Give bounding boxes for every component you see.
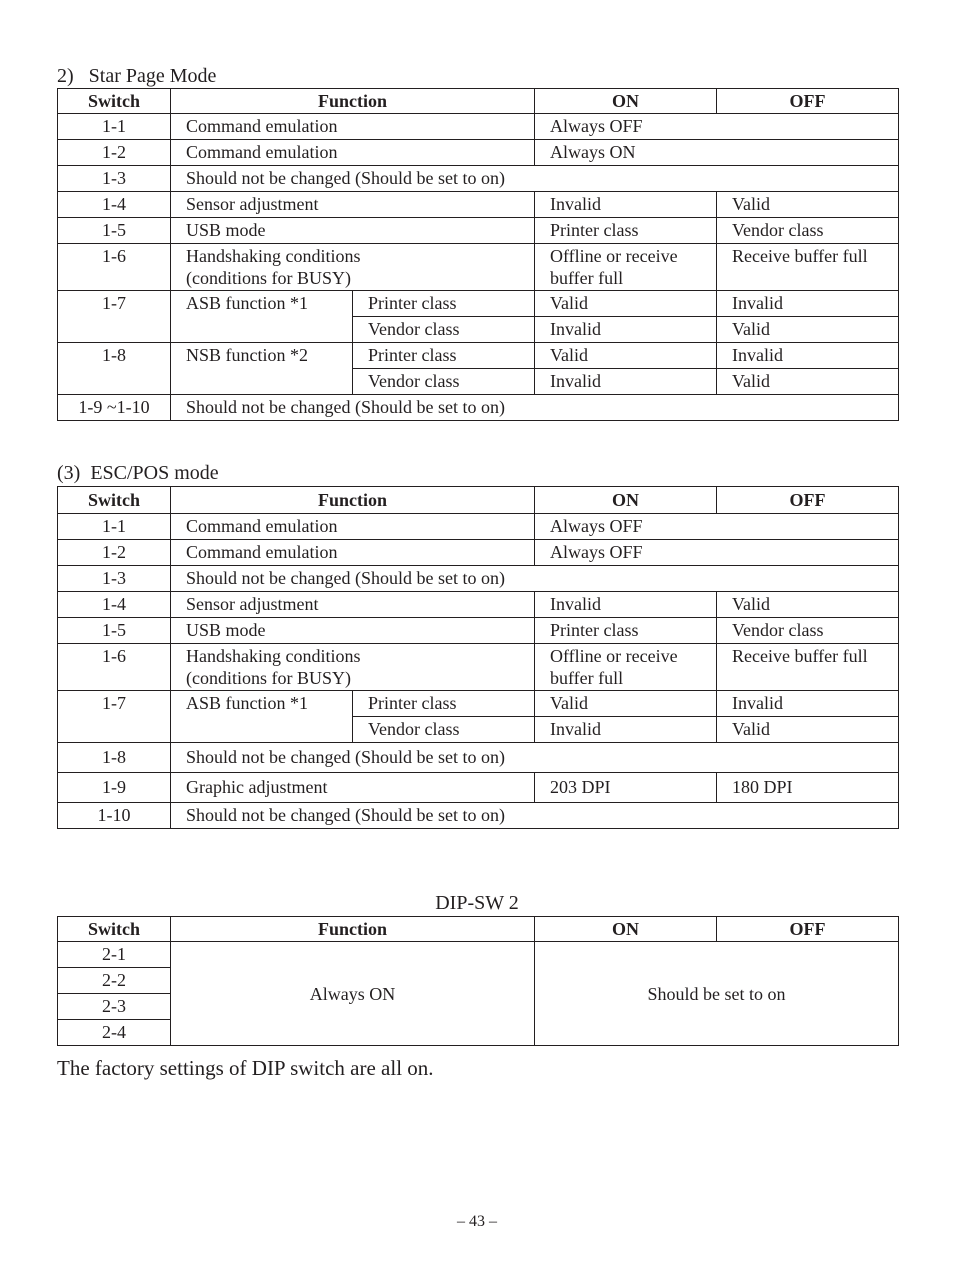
table-row bbox=[58, 743, 899, 773]
value-cell: Always OFF bbox=[535, 540, 899, 566]
switch-cell: 1-4 bbox=[58, 192, 171, 218]
on-cell: 203 DPI bbox=[535, 773, 717, 803]
function-cell: Should not be changed (Should be set to on) bbox=[171, 566, 899, 592]
header-function: Function bbox=[171, 917, 535, 942]
switch-cell: 1-5 bbox=[58, 218, 171, 244]
function-line: Handshaking conditions bbox=[186, 646, 361, 666]
off-cell: Valid bbox=[717, 717, 899, 743]
on-cell: Invalid bbox=[535, 717, 717, 743]
table-row bbox=[58, 218, 899, 244]
header-switch: Switch bbox=[58, 487, 171, 514]
function-line: (conditions for BUSY) bbox=[186, 668, 351, 688]
function-cell: Sensor adjustment bbox=[171, 192, 535, 218]
star-page-mode-table bbox=[57, 88, 899, 421]
page-number: – 43 – bbox=[457, 1213, 497, 1230]
star-page-mode-title: 2) Star Page Mode bbox=[57, 65, 217, 87]
off-cell: Vendor class bbox=[717, 618, 899, 644]
switch-cell: 1-4 bbox=[58, 592, 171, 618]
function-cell: Should not be changed (Should be set to on) bbox=[171, 395, 899, 421]
value-cell: Always OFF bbox=[535, 114, 899, 140]
dipsw2-table bbox=[57, 916, 899, 1046]
on-cell: Invalid bbox=[535, 369, 717, 395]
table-row bbox=[58, 773, 899, 803]
function-line: Handshaking conditions bbox=[186, 246, 361, 266]
on-line: buffer full bbox=[550, 668, 624, 688]
on-line: Offline or receive bbox=[550, 246, 678, 266]
table-row bbox=[58, 514, 899, 540]
on-cell bbox=[535, 244, 717, 291]
header-off: OFF bbox=[717, 487, 899, 514]
table-row bbox=[58, 691, 899, 717]
off-cell: 180 DPI bbox=[717, 773, 899, 803]
function-cell: Command emulation bbox=[171, 514, 535, 540]
function-cell: USB mode bbox=[171, 218, 535, 244]
function-cell: Sensor adjustment bbox=[171, 592, 535, 618]
switch-cell: 1-2 bbox=[58, 540, 171, 566]
switch-cell: 1-9 ~1-10 bbox=[58, 395, 171, 421]
header-function: Function bbox=[171, 487, 535, 514]
on-line: buffer full bbox=[550, 268, 624, 288]
on-cell: Invalid bbox=[535, 317, 717, 343]
header-on: ON bbox=[535, 487, 717, 514]
factory-settings-note: The factory settings of DIP switch are all on. bbox=[57, 1056, 434, 1080]
switch-cell: 1-10 bbox=[58, 803, 171, 829]
function-cell: Should not be changed (Should be set to on) bbox=[171, 803, 899, 829]
on-cell: Valid bbox=[535, 343, 717, 369]
table-row bbox=[58, 942, 899, 968]
switch-cell: 1-7 bbox=[58, 691, 171, 743]
header-off: OFF bbox=[717, 89, 899, 114]
function-cell bbox=[171, 644, 535, 691]
dipsw2-title: DIP-SW 2 bbox=[435, 892, 519, 914]
header-switch: Switch bbox=[58, 89, 171, 114]
function-line: (conditions for BUSY) bbox=[186, 268, 351, 288]
off-cell: Invalid bbox=[717, 691, 899, 717]
switch-cell: 2-1 bbox=[58, 942, 171, 968]
off-cell: Valid bbox=[717, 317, 899, 343]
sub-function-cell: Vendor class bbox=[353, 369, 535, 395]
table-row bbox=[58, 592, 899, 618]
header-function: Function bbox=[171, 89, 535, 114]
table-row bbox=[58, 803, 899, 829]
sub-function-cell: Vendor class bbox=[353, 717, 535, 743]
table-row bbox=[58, 343, 899, 369]
switch-cell: 1-5 bbox=[58, 618, 171, 644]
function-cell: Graphic adjustment bbox=[171, 773, 535, 803]
switch-cell: 2-2 bbox=[58, 968, 171, 994]
table-row bbox=[58, 192, 899, 218]
on-line: Offline or receive bbox=[550, 646, 678, 666]
sub-function-cell: Vendor class bbox=[353, 317, 535, 343]
switch-cell: 1-6 bbox=[58, 644, 171, 691]
off-cell: Vendor class bbox=[717, 218, 899, 244]
value-cell: Always ON bbox=[535, 140, 899, 166]
switch-cell: 1-2 bbox=[58, 140, 171, 166]
table-row bbox=[58, 166, 899, 192]
on-cell: Printer class bbox=[535, 218, 717, 244]
off-cell: Receive buffer full bbox=[717, 244, 899, 291]
switch-cell: 1-8 bbox=[58, 343, 171, 395]
function-cell: ASB function *1 bbox=[171, 691, 353, 743]
switch-cell: 1-3 bbox=[58, 166, 171, 192]
sub-function-cell: Printer class bbox=[353, 291, 535, 317]
switch-cell: 1-1 bbox=[58, 114, 171, 140]
off-cell: Invalid bbox=[717, 291, 899, 317]
sub-function-cell: Printer class bbox=[353, 691, 535, 717]
function-cell: Command emulation bbox=[171, 540, 535, 566]
switch-cell: 1-8 bbox=[58, 743, 171, 773]
value-cell: Always OFF bbox=[535, 514, 899, 540]
table-row bbox=[58, 291, 899, 317]
escpos-mode-table bbox=[57, 486, 899, 829]
table-row bbox=[58, 395, 899, 421]
switch-cell: 1-1 bbox=[58, 514, 171, 540]
on-cell: Valid bbox=[535, 691, 717, 717]
on-cell bbox=[535, 644, 717, 691]
table-row bbox=[58, 540, 899, 566]
switch-cell: 1-9 bbox=[58, 773, 171, 803]
header-off: OFF bbox=[717, 917, 899, 942]
off-cell: Valid bbox=[717, 592, 899, 618]
function-cell: Should not be changed (Should be set to on) bbox=[171, 166, 899, 192]
table-header-row bbox=[58, 89, 899, 114]
function-cell: NSB function *2 bbox=[171, 343, 353, 395]
on-cell: Valid bbox=[535, 291, 717, 317]
switch-cell: 1-7 bbox=[58, 291, 171, 343]
table-row bbox=[58, 244, 899, 291]
on-cell: Invalid bbox=[535, 592, 717, 618]
switch-cell: 1-3 bbox=[58, 566, 171, 592]
off-cell: Receive buffer full bbox=[717, 644, 899, 691]
table-row bbox=[58, 140, 899, 166]
function-cell: USB mode bbox=[171, 618, 535, 644]
off-cell: Valid bbox=[717, 369, 899, 395]
header-on: ON bbox=[535, 917, 717, 942]
table-row bbox=[58, 566, 899, 592]
setting-cell: Should be set to on bbox=[535, 942, 899, 1046]
table-row bbox=[58, 618, 899, 644]
on-cell: Invalid bbox=[535, 192, 717, 218]
table-header-row bbox=[58, 487, 899, 514]
function-cell: ASB function *1 bbox=[171, 291, 353, 343]
switch-cell: 1-6 bbox=[58, 244, 171, 291]
table-row bbox=[58, 644, 899, 691]
on-cell: Printer class bbox=[535, 618, 717, 644]
function-cell bbox=[171, 244, 535, 291]
escpos-mode-title: (3) ESC/POS mode bbox=[57, 462, 219, 484]
function-cell: Command emulation bbox=[171, 140, 535, 166]
function-cell: Always ON bbox=[171, 942, 535, 1046]
off-cell: Valid bbox=[717, 192, 899, 218]
table-row bbox=[58, 114, 899, 140]
off-cell: Invalid bbox=[717, 343, 899, 369]
function-cell: Should not be changed (Should be set to on) bbox=[171, 743, 899, 773]
function-cell: Command emulation bbox=[171, 114, 535, 140]
header-switch: Switch bbox=[58, 917, 171, 942]
sub-function-cell: Printer class bbox=[353, 343, 535, 369]
table-header-row bbox=[58, 917, 899, 942]
switch-cell: 2-4 bbox=[58, 1020, 171, 1046]
header-on: ON bbox=[535, 89, 717, 114]
switch-cell: 2-3 bbox=[58, 994, 171, 1020]
